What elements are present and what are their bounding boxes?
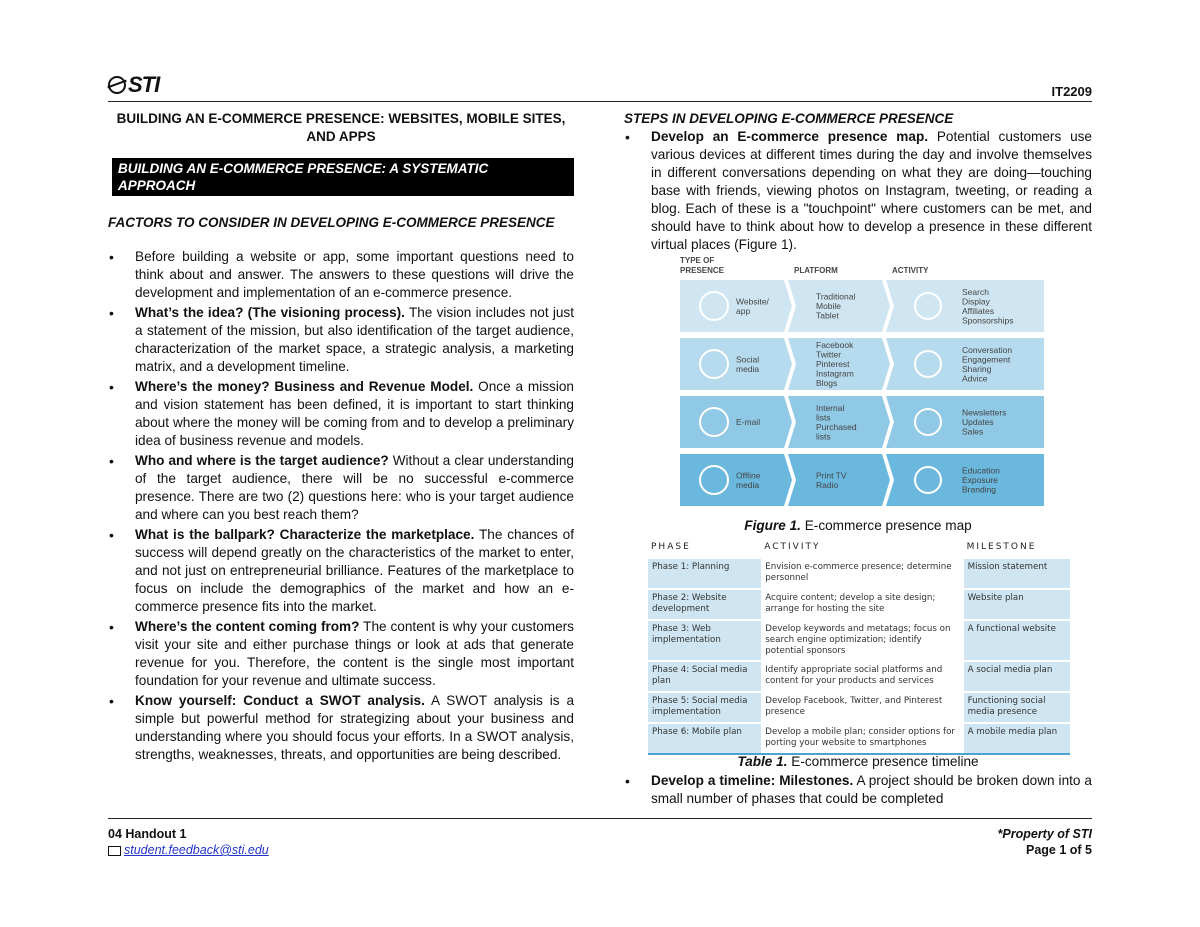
table-header-cell: ACTIVITY	[764, 542, 821, 552]
course-code: IT2209	[1051, 84, 1092, 99]
bullet-item	[108, 378, 574, 450]
figure-header-platform: PLATFORM	[794, 266, 838, 275]
sti-logo	[108, 72, 159, 98]
steps-list	[624, 128, 1092, 256]
table-cell: Mission statement	[964, 559, 1070, 588]
steps-list-continued	[624, 772, 1092, 810]
presence-map-svg	[676, 252, 1046, 514]
platform-label: Print TV Radio	[816, 470, 847, 490]
table-row	[648, 724, 1070, 755]
page-number: Page 1 of 5	[1026, 843, 1092, 857]
activity-label: Newsletters Updates Sales	[962, 407, 1007, 437]
bullet-item	[108, 526, 574, 616]
figure-caption-text: E-commerce presence map	[800, 518, 972, 533]
timeline-table	[648, 538, 1070, 757]
table-caption-label: Table 1.	[737, 754, 788, 769]
figure-header-activity: ACTIVITY	[892, 266, 929, 275]
bullet-item-text: Once a mission and vision statement has been defined, it is important to start thinking about where the money will be coming from and to develop a preliminary idea of business revenue and models.	[135, 379, 574, 448]
figure-header-type: TYPE OF PRESENCE	[680, 256, 725, 275]
activity-label: Education Exposure Branding	[962, 465, 1000, 495]
table-cell: Phase 4: Social media plan	[648, 662, 761, 691]
bullet-item	[624, 772, 1092, 808]
table-cell: Envision e-commerce presence; determine personnel	[761, 559, 963, 588]
bullet-item-heading: Develop a timeline: Milestones.	[651, 773, 854, 788]
bullet-item-text: A project should be broken down into a small number of phases that could be completed	[651, 773, 1092, 806]
table-cell: Acquire content; develop a site design; arrange for hosting the site	[761, 590, 963, 619]
bullet-item-text: The chances of success will depend greatly on the characteristics of the market to enter, and not just on entrepreneurial brilliance. Features of the marketplace to focus on include the demographics of the market and how an e-commerce presence fits into the market.	[135, 527, 574, 614]
bullet-item-heading: Know yourself: Conduct a SWOT analysis.	[135, 693, 425, 708]
bullet-item-text: The vision includes not just a statement of the mission, but also identification of the target audience, characterization of the market space, a strategic analysis, a marketing matrix, and a development timeline.	[135, 305, 575, 374]
platform-label: Facebook Twitter Pinterest Instagram Blogs	[816, 340, 854, 388]
table-cell: Phase 6: Mobile plan	[648, 724, 761, 755]
figure-row	[680, 454, 1044, 506]
bullet-item-text: Before building a website or app, some important questions need to think about and answer. The answers to these questions will drive the development and implementation of an e-commerce presence.	[135, 249, 574, 300]
feedback-email-link[interactable]: student.feedback@sti.edu	[124, 843, 269, 857]
figure-row	[680, 396, 1044, 448]
bullet-item	[108, 248, 574, 302]
table-caption	[624, 754, 1092, 769]
table-row	[648, 590, 1070, 619]
figure-row	[680, 338, 1044, 390]
bullet-item	[624, 128, 1092, 254]
presence-type-label: Website/ app	[736, 296, 769, 316]
bullet-item-heading: What is the ballpark? Characterize the marketplace.	[135, 527, 475, 542]
table-header-cell: MILESTONE	[966, 542, 1037, 552]
presence-type-label: Social media	[736, 354, 760, 374]
platform-label: Traditional Mobile Tablet	[816, 291, 856, 321]
bullet-item	[108, 692, 574, 764]
footer-rule	[108, 818, 1092, 819]
document-title: BUILDING AN E-COMMERCE PRESENCE: WEBSITES, MOBILE SITES, AND APPS	[116, 111, 566, 144]
presence-map-figure	[676, 252, 1046, 514]
footer-right	[998, 826, 1092, 858]
table-cell: Develop Facebook, Twitter, and Pinterest presence	[761, 693, 963, 722]
factors-list	[108, 248, 574, 766]
table-cell: Develop a mobile plan; consider options for porting your website to smartphones	[761, 724, 963, 755]
figure-caption	[624, 518, 1092, 533]
table-cell: A functional website	[964, 621, 1070, 660]
bullet-item-text: A SWOT analysis is a simple but powerful method for strategizing about your business and understanding where you should focus your efforts. In a SWOT analysis, strengths, weaknesses, threats, and opportunities are being described.	[135, 693, 574, 762]
footer-left	[108, 826, 269, 858]
bullet-item-heading: Who and where is the target audience?	[135, 453, 389, 468]
table-row	[648, 621, 1070, 660]
bullet-item-heading: What’s the idea? (The visioning process).	[135, 305, 405, 320]
table-cell: Phase 2: Website development	[648, 590, 761, 619]
bullet-item-text: Potential customers use various devices at different times during the day and involve themselves in different conversations depending on what they are doing—touching base with friends, viewing photos on Instagram, tweeting, or reading a blog. Each of these is a "touchpoint" where customers can be met, and should have to think about how to develop a presence in these different virtual places (Figure 1).	[651, 129, 1092, 252]
activity-label: Search Display Affiliates Sponsorships	[962, 286, 1014, 326]
bullet-item	[108, 452, 574, 524]
figure-row	[680, 280, 1044, 332]
table-row	[648, 559, 1070, 588]
presence-type-label: E-mail	[736, 417, 761, 427]
handout-label: 04 Handout 1	[108, 827, 187, 841]
bullet-item-heading: Where’s the money? Business and Revenue Model.	[135, 379, 474, 394]
table-row	[648, 662, 1070, 691]
bullet-item	[108, 304, 574, 376]
table-cell: A mobile media plan	[964, 724, 1070, 755]
bullet-item-heading: Where’s the content coming from?	[135, 619, 360, 634]
factors-heading: FACTORS TO CONSIDER IN DEVELOPING E-COMMERCE PRESENCE	[108, 215, 555, 230]
table-cell: Functioning social media presence	[964, 693, 1070, 722]
figure-caption-label: Figure 1.	[744, 518, 801, 533]
property-label: *Property of STI	[997, 827, 1092, 841]
header-rule	[108, 101, 1092, 102]
bullet-item-text: Without a clear understanding of the target audience, there will be no successful e-commerce presence. There are two (2) questions here: who is your target audience and where can you best reach them?	[135, 453, 574, 522]
table-row	[648, 693, 1070, 722]
bullet-item-heading: Develop an E-commerce presence map.	[651, 129, 929, 144]
bullet-item	[108, 618, 574, 690]
platform-label: Internal lists Purchased lists	[816, 402, 857, 442]
sti-globe-icon	[108, 76, 126, 94]
table-cell: Phase 3: Web implementation	[648, 621, 761, 660]
envelope-icon	[108, 846, 121, 856]
table-cell: Phase 1: Planning	[648, 559, 761, 588]
table-header-cell: PHASE	[651, 542, 691, 552]
presence-type-label: Offline media	[736, 470, 761, 490]
steps-heading: STEPS IN DEVELOPING E-COMMERCE PRESENCE	[624, 111, 954, 126]
section-banner: BUILDING AN E-COMMERCE PRESENCE: A SYSTEMATIC APPROACH	[112, 158, 574, 196]
table-cell: Phase 5: Social media implementation	[648, 693, 761, 722]
logo-text: STI	[128, 72, 160, 97]
table-caption-text: E-commerce presence timeline	[787, 754, 979, 769]
activity-label: Conversation Engagement Sharing Advice	[962, 344, 1013, 384]
table-cell: Website plan	[964, 590, 1070, 619]
table-cell: Develop keywords and metatags; focus on search engine optimization; identify potential sponsors	[761, 621, 963, 660]
table-cell: Identify appropriate social platforms and content for your products and services	[761, 662, 963, 691]
bullet-item-text: The content is why your customers visit your site and either purchase things or look at ads that generate revenue for you. Therefore, the content is the single most important foundation for your revenue and ultimate success.	[135, 619, 574, 688]
table-cell: A social media plan	[964, 662, 1070, 691]
